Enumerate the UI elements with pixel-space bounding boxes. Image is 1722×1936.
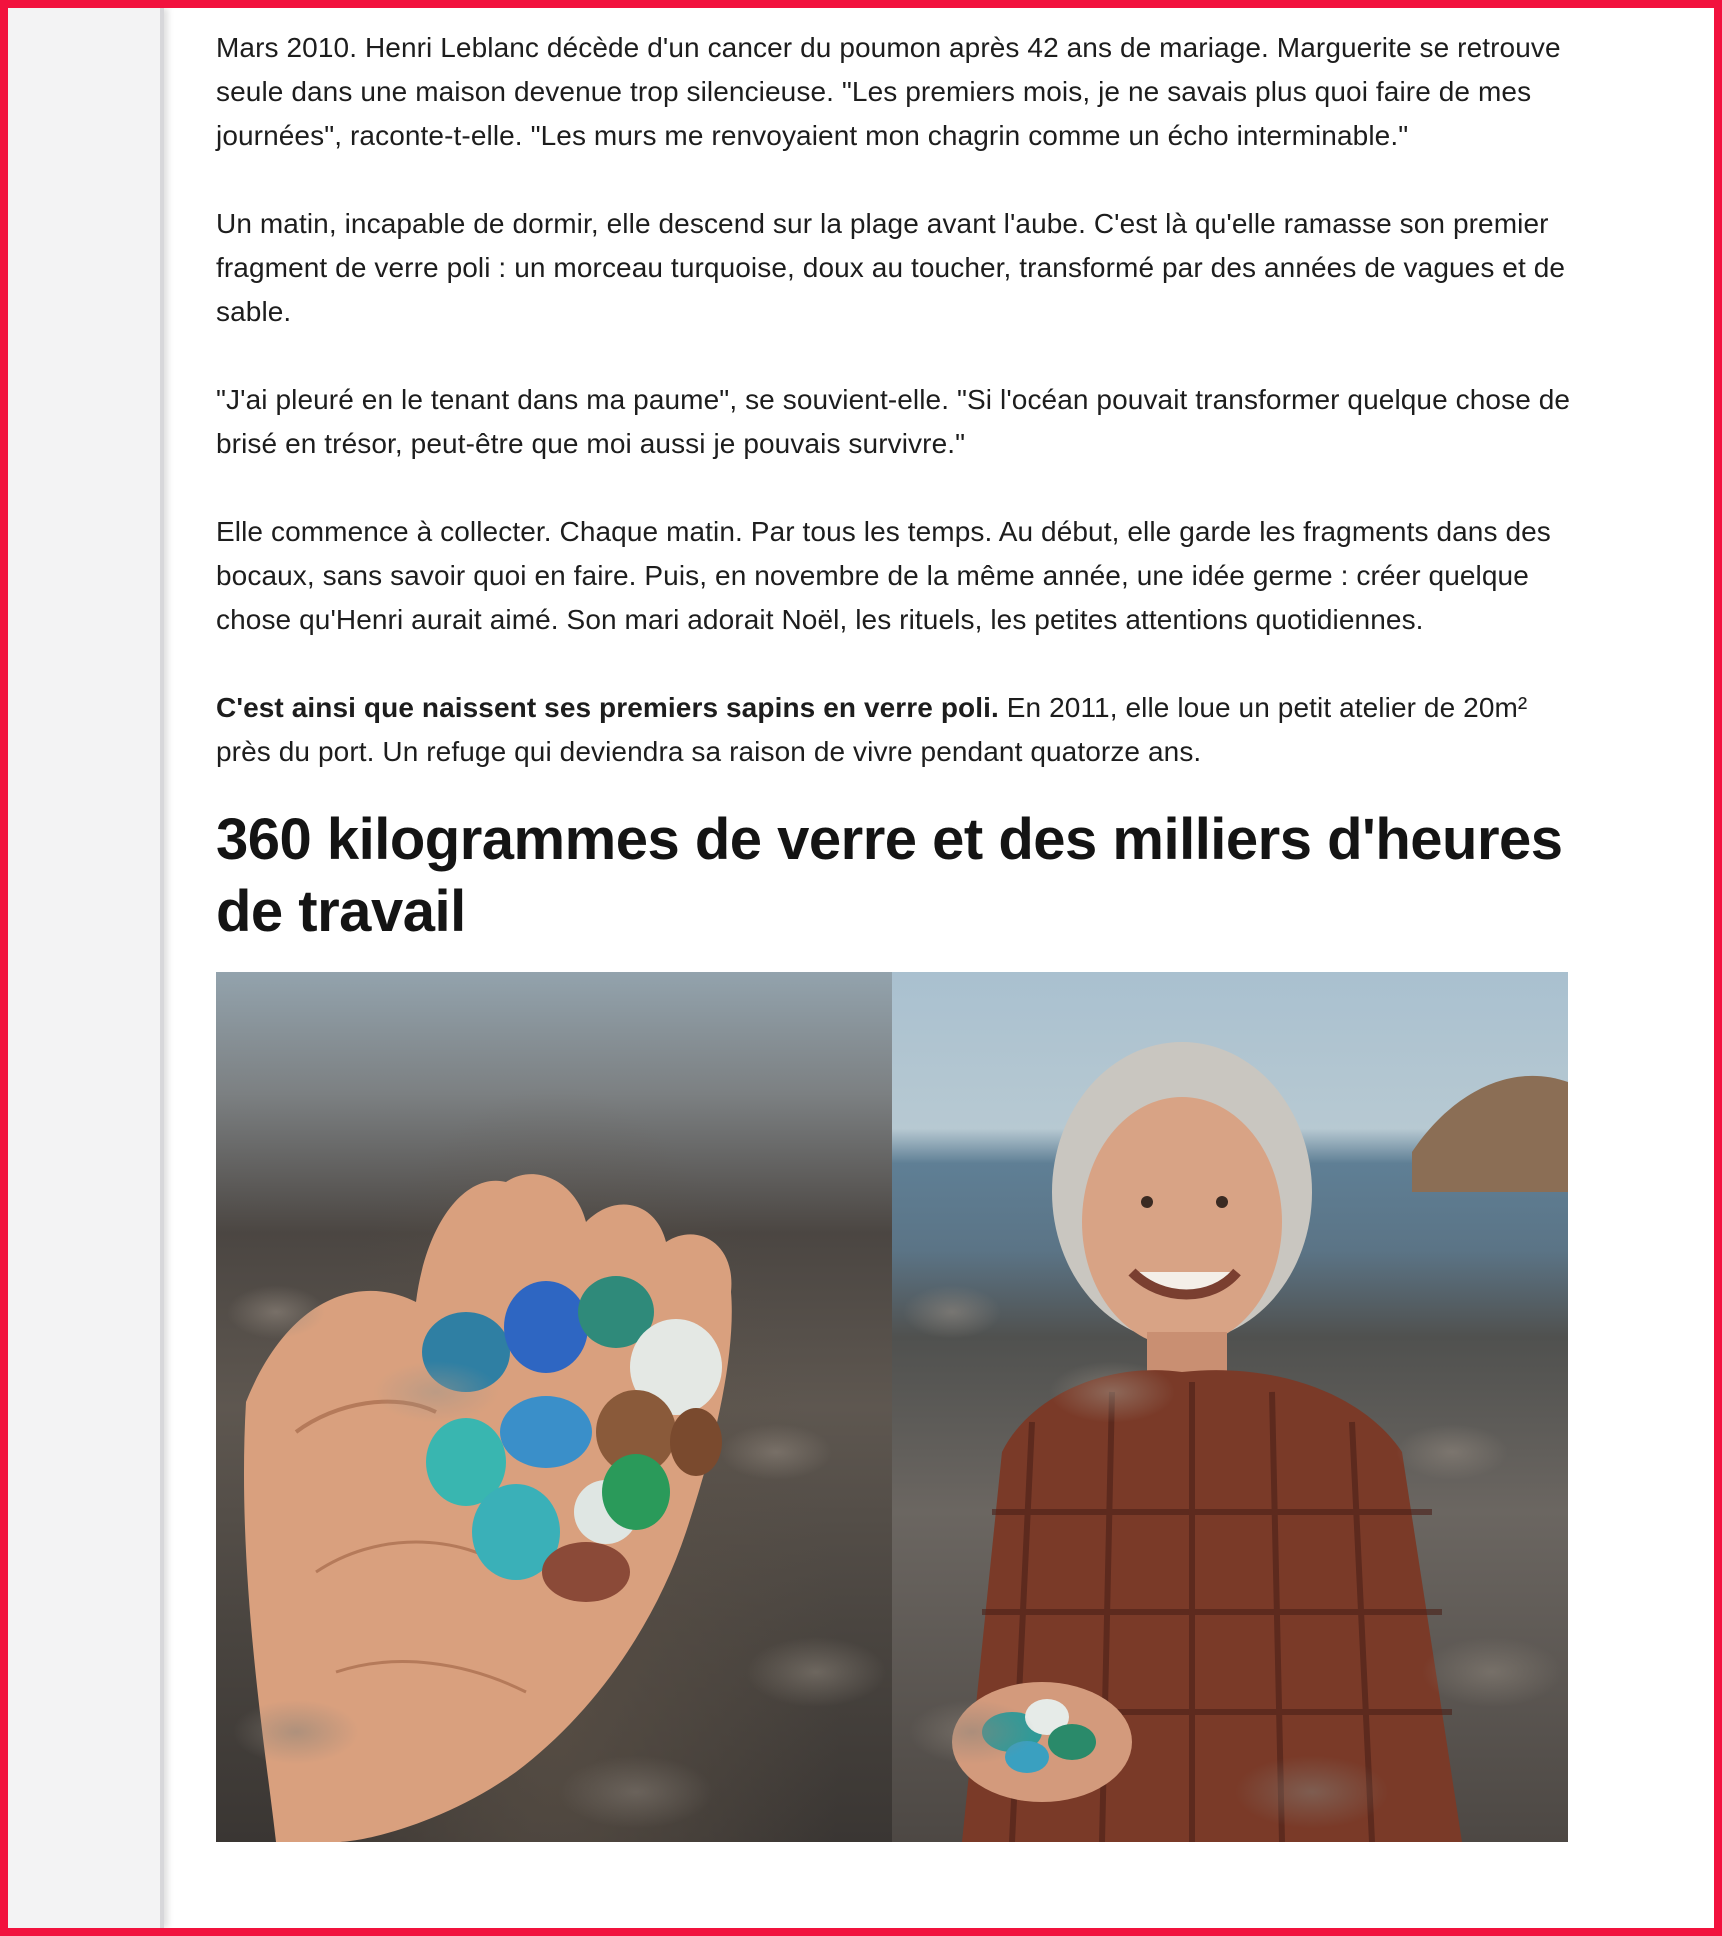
article-paragraph-bold-lead [216,686,1576,774]
section-heading: 360 kilogrammes de verre et des milliers d'heures de travail [216,807,1563,944]
article-paragraph: Un matin, incapable de dormir, elle descend sur la plage avant l'aube. C'est là qu'elle ramasse son premier fragment de verre poli : un morceau turquoise, doux au toucher, transformé par des années de vagues et de sable. [216,208,1566,327]
left-sidebar-gutter [8,8,164,1928]
image-smiling-woman-on-beach [892,972,1568,1842]
bold-lead-text: C'est ainsi que naissent ses premiers sapins en verre poli. [216,692,999,723]
paragraph-rest-text: En 2011, elle loue un petit atelier de 20m² près du port. Un refuge qui deviendra sa raison de vivre pendant quatorze ans. [216,692,1528,767]
article-paragraph: Mars 2010. Henri Leblanc décède d'un cancer du poumon après 42 ans de mariage. Marguerite se retrouve seule dans une maison devenue trop silencieuse. "Les premiers mois, je ne savais plus quoi faire de mes journées", raconte-t-elle. "Les murs me renvoyaient mon chagrin comme un écho interminable." [216,32,1561,151]
beach-pebbles-background [892,972,1568,1842]
article-paragraph: "J'ai pleuré en le tenant dans ma paume", se souvient-elle. "Si l'océan pouvait transformer quelque chose de brisé en trésor, peut-être que moi aussi je pouvais survivre." [216,384,1571,459]
article-image [216,972,1568,1842]
beach-pebbles-background [216,972,892,1842]
article-body [216,26,1576,1842]
article-paragraph: Elle commence à collecter. Chaque matin. Par tous les temps. Au début, elle garde les fragments dans des bocaux, sans savoir quoi en faire. Puis, en novembre de la même année, une idée germe : créer quelque chose qu'Henri aurait aimé. Son mari adorait Noël, les rituels, les petites attentions quotidiennes. [216,516,1551,635]
image-hand-with-sea-glass [216,972,892,1842]
